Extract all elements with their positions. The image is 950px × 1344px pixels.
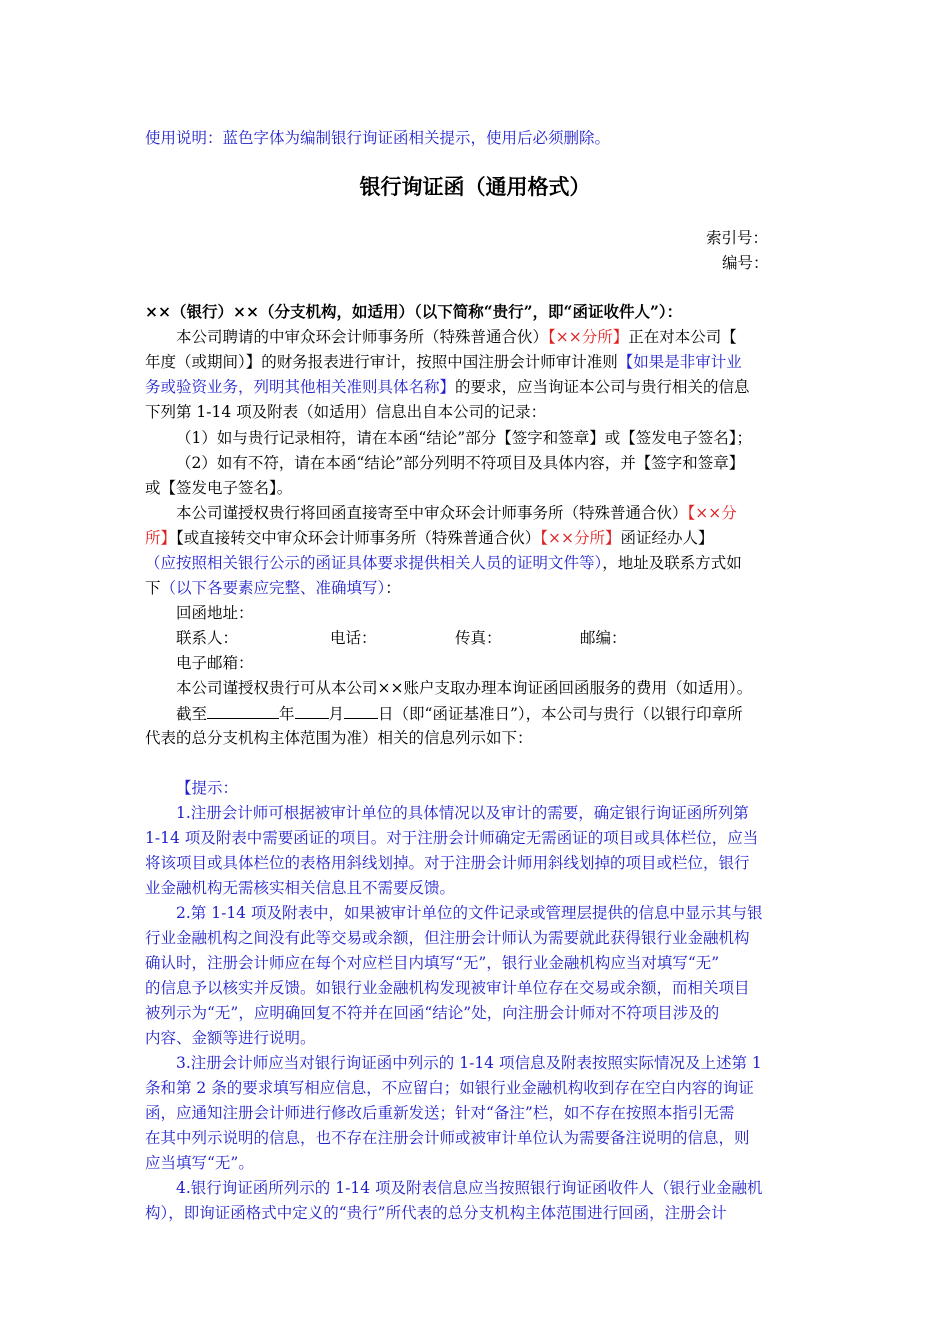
tip-4-line-1: 4.银行询证函所列示的 1-14 项及附表信息应当按照银行询证函收件人（银行业金融机: [176, 1179, 763, 1197]
tips-header: 【提示：: [176, 779, 239, 797]
tip-3-line-2: 条和第 2 条的要求填写相应信息，不应留白；如银行业金融机构收到存在空白内容的询证: [145, 1079, 754, 1097]
tip-1-line-2: 1-14 项及附表中需要函证的项目。对于注册会计师确定无需函证的项目或具体栏位，应当: [145, 829, 759, 847]
tip-3-line-5: 应当填写“无”。: [145, 1154, 254, 1172]
para2-line3: （应按照相关银行公示的函证具体要求提供相关人员的证明文件等），地址及联系方式如: [145, 554, 742, 572]
item-1: （1）如与贵行记录相符，请在本函“结论”部分【签字和签章】或【签发电子签名】；: [176, 429, 752, 447]
tip-4-line-2: 构），即询证函格式中定义的“贵行”所代表的总分支机构主体范围进行回函，注册会计: [145, 1204, 727, 1222]
tip-2-line-1: 2.第 1-14 项及附表中，如果被审计单位的文件记录或管理层提供的信息中显示其与银: [176, 904, 763, 922]
tip-1-line-1: 1.注册会计师可根据被审计单位的具体情况以及审计的需要，确定银行询证函所列第: [176, 804, 749, 822]
tip-1-line-3: 将该项目或具体栏位的表格用斜线划掉。对于注册会计师用斜线划掉的项目或栏位，银行: [145, 854, 750, 872]
fax-label: 传真：: [455, 629, 502, 647]
item-2: （2）如有不符，请在本函“结论”部分列明不符项目及具体内容，并【签字和签章】: [176, 454, 745, 472]
cutoff-line1: 截至 年 月 日（即“函证基准日”），本公司与贵行（以银行印章所: [176, 705, 743, 723]
postcode-label: 邮编：: [580, 629, 627, 647]
fee-paragraph: 本公司谨授权贵行可从本公司××账户支取办理本询证函回函服务的费用（如适用）。: [176, 679, 753, 697]
tip-2-line-5: 被列示为“无”，应明确回复不符并在回函“结论”处，向注册会计师对不符项目涉及的: [145, 1004, 720, 1022]
serial-number-label: 编号：: [722, 254, 769, 272]
tip-2-line-6: 内容、金额等进行说明。: [145, 1029, 316, 1047]
tip-1-line-4: 业金融机构无需核实相关信息且不需要反馈。: [145, 879, 456, 897]
tip-3-line-1: 3.注册会计师应当对银行询证函中列示的 1-14 项信息及附表按照实际情况及上述第 1: [176, 1054, 762, 1072]
email-label: 电子邮箱：: [176, 654, 254, 672]
phone-label: 电话：: [330, 629, 377, 647]
para1-line2: 年度（或期间）】的财务报表进行审计，按照中国注册会计师审计准则【如果是非审计业: [145, 353, 742, 371]
para2-line2: 所】【或直接转交中审众环会计师事务所（特殊普通合伙）【××分所】函证经办人】: [145, 529, 714, 547]
usage-note: 使用说明：蓝色字体为编制银行询证函相关提示，使用后必须删除。: [145, 129, 611, 147]
para1-line3: 务或验资业务，列明其他相关准则具体名称】的要求，应当询证本公司与贵行相关的信息: [145, 378, 750, 396]
return-address-label: 回函地址：: [176, 604, 254, 622]
para2-line1: 本公司谨授权贵行将回函直接寄至中审众环会计师事务所（特殊普通合伙）【××分: [176, 504, 737, 522]
day-blank[interactable]: [344, 703, 378, 719]
addressee: ××（银行）××（分支机构，如适用）（以下简称“贵行”，即“函证收件人”）：: [145, 302, 683, 321]
month-blank[interactable]: [295, 703, 329, 719]
tip-3-line-4: 在其中列示说明的信息，也不存在注册会计师或被审计单位认为需要备注说明的信息，则: [145, 1129, 750, 1147]
year-blank[interactable]: [207, 703, 279, 719]
tip-2-line-3: 确认时，注册会计师应在每个对应栏目内填写“无”，银行业金融机构应当对填写“无”: [145, 954, 720, 972]
index-number-label: 索引号：: [706, 229, 769, 247]
para2-line4: 下（以下各要素应完整、准确填写）：: [145, 579, 401, 597]
tip-2-line-4: 的信息予以核实并反馈。如银行业金融机构发现被审计单位存在交易或余额，而相关项目: [145, 979, 750, 997]
tip-3-line-3: 函，应通知注册会计师进行修改后重新发送；针对“备注”栏，如不存在按照本指引无需: [145, 1104, 735, 1122]
contact-person-label: 联系人：: [176, 629, 239, 647]
para1-line4: 下列第 1-14 项及附表（如适用）信息出自本公司的记录：: [145, 403, 547, 421]
para1-line1: 本公司聘请的中审众环会计师事务所（特殊普通合伙）【××分所】正在对本公司【: [176, 328, 737, 346]
cutoff-line2: 代表的总分支机构主体范围为准）相关的信息列示如下：: [145, 729, 533, 747]
tip-2-line-2: 行业金融机构之间没有此等交易或余额，但注册会计师认为需要就此获得银行业金融机构: [145, 929, 750, 947]
item-2-cont: 或【签发电子签名】。: [145, 479, 293, 497]
document-title: 银行询证函（通用格式）: [359, 174, 591, 199]
